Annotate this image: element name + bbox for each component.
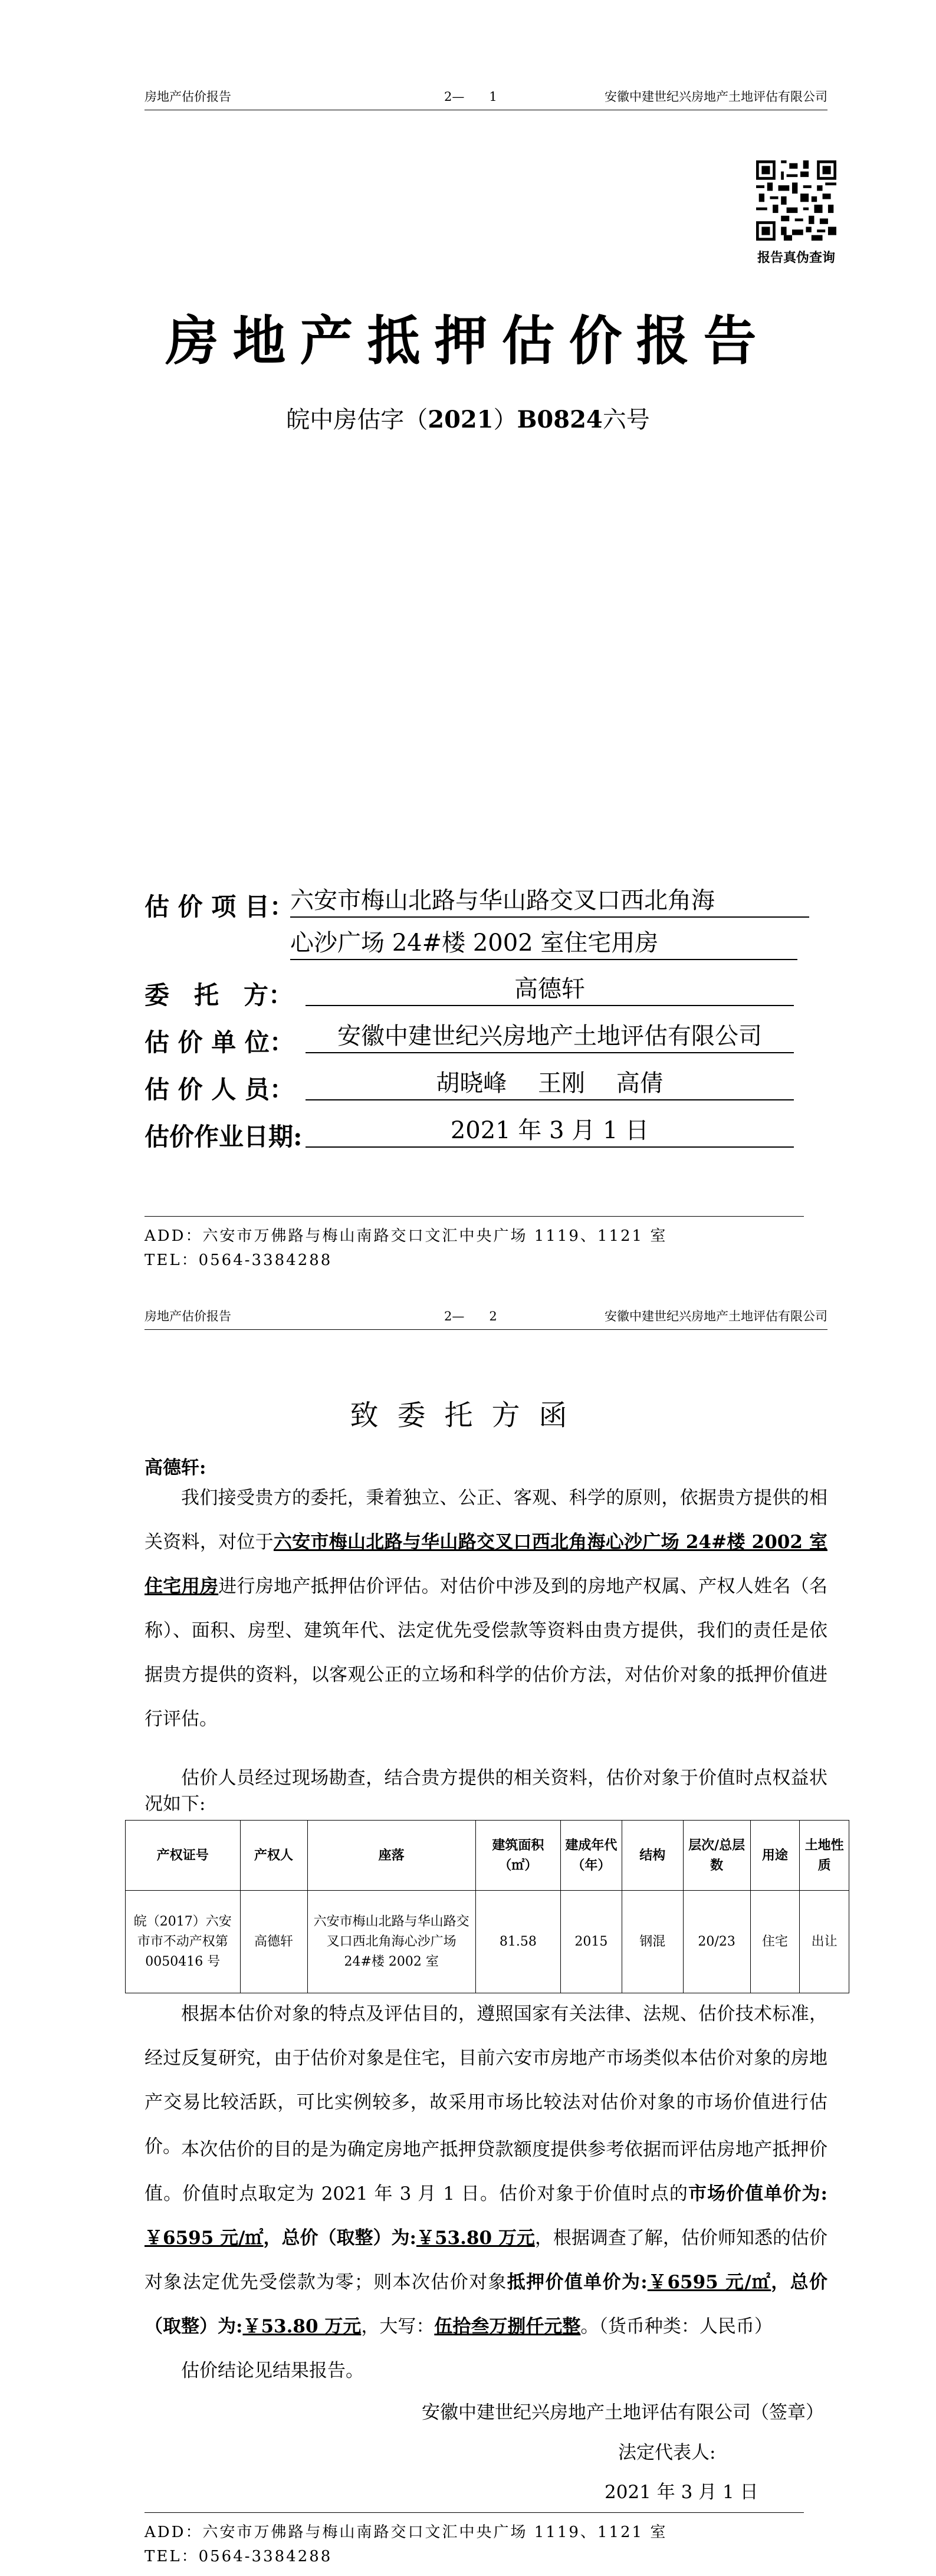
header-company: 安徽中建世纪兴房地产土地评估有限公司 — [605, 1309, 827, 1323]
paragraph-intro — [144, 1476, 827, 1742]
mortgage-total-label: ，总价（取整）为: — [144, 2272, 828, 2337]
conclusion-text-a: 本次估价的目的是为确定房地产抵押贷款额度提供参考依据而评估房地产抵押价值。价值时点取定为 2021 年 3 月 1 日。估价对象于价值时点的 — [144, 2139, 827, 2204]
page-letter — [0, 1284, 936, 2576]
cell-floor: 20/23 — [683, 1891, 750, 1993]
doc-suffix: 六号 — [602, 406, 650, 433]
cell-location: 六安市梅山北路与华山路交叉口西北角海心沙广场 24#楼 2002 室 — [307, 1891, 475, 1993]
qr-caption: 报告真伪查询 — [757, 250, 835, 265]
qr-code-icon[interactable] — [756, 160, 836, 241]
doc-prefix: 皖中房估字（ — [286, 406, 428, 433]
col-floor: 层次/总层数 — [683, 1821, 750, 1891]
cell-year: 2015 — [560, 1891, 622, 1993]
page-header — [144, 88, 827, 110]
market-total-label: ，总价（取整）为: — [263, 2227, 416, 2249]
project-value-line1: 六安市梅山北路与华山路交叉口西北角海 — [290, 886, 809, 918]
col-cert-no: 产权证号 — [126, 1821, 241, 1891]
market-unit-price: ￥6595 元/㎡ — [144, 2227, 264, 2249]
market-total-price: ￥53.80 万元 — [416, 2227, 535, 2249]
market-unit-label: 市场价值单价为: — [688, 2183, 827, 2204]
col-use: 用途 — [750, 1821, 800, 1891]
col-owner: 产权人 — [240, 1821, 307, 1891]
client-value: 高德轩 — [306, 974, 794, 1006]
mortgage-unit-label: 抵押价值单价为: — [507, 2272, 648, 2293]
document-number — [0, 401, 936, 435]
table-header-row — [126, 1821, 849, 1891]
footer-address: ADD：六安市万佛路与梅山南路交口文汇中央广场 1119、1121 室 — [144, 2524, 668, 2541]
paragraph-conclusion — [144, 2128, 827, 2349]
col-location: 座落 — [307, 1821, 475, 1891]
footer-divider — [144, 1216, 804, 1217]
header-company: 安徽中建世纪兴房地产土地评估有限公司 — [605, 90, 827, 104]
cell-land: 出让 — [800, 1891, 849, 1993]
capital-amount: 伍拾叁万捌仟元整 — [434, 2316, 581, 2337]
sign-company: 安徽中建世纪兴房地产土地评估有限公司（签章） — [422, 2402, 824, 2423]
header-page-number: 2— 1 — [444, 90, 497, 104]
cell-area: 81.58 — [475, 1891, 560, 1993]
doc-code: B0824 — [517, 406, 603, 433]
page-cover — [0, 0, 936, 1284]
unit-value: 安徽中建世纪兴房地产土地评估有限公司 — [306, 1021, 794, 1053]
doc-year: 2021 — [428, 406, 494, 433]
date-value: 2021 年 3 月 1 日 — [306, 1116, 794, 1148]
intro-text-c: 进行房地产抵押估价评估。对估价中涉及到的房地产权属、产权人姓名（名称）、面积、房型、建筑年代、法定优先受偿款等资料由贵方提供，我们的责任是依据贵方提供的资料，以客观公正的立场和科学的估价方法，对估价对象的抵押价值进行评估。 — [144, 1576, 828, 1730]
col-structure: 结构 — [622, 1821, 683, 1891]
header-page-number: 2— 2 — [444, 1309, 497, 1323]
property-table — [125, 1820, 849, 1993]
mortgage-unit-price: ￥6595 元/㎡ — [647, 2272, 771, 2293]
mortgage-total-price: ￥53.80 万元 — [242, 2316, 362, 2337]
header-left: 房地产估价报告 — [144, 90, 231, 104]
salutation: 高德轩: — [144, 1457, 206, 1478]
currency-note: 。（货币种类：人民币） — [580, 2316, 773, 2337]
letter-title: 致委托方函 — [350, 1399, 586, 1432]
page-header — [144, 1308, 827, 1330]
col-year: 建成年代（年） — [560, 1821, 622, 1891]
staff-value: 胡晓峰 王刚 高倩 — [306, 1069, 794, 1100]
cell-cert-no: 皖（2017）六安市市不动产权第 0050416 号 — [126, 1891, 241, 1993]
header-left: 房地产估价报告 — [144, 1309, 231, 1323]
paragraph-method: 根据本估价对象的特点及评估目的，遵照国家有关法律、法规、估价技术标准，经过反复研究，由于估价对象是住宅，目前六安市房地产市场类似本估价对象的房地产交易比较活跃，可比实例较多，故采用市场比较法对估价对象的市场价值进行估价。 — [144, 2003, 827, 2157]
cell-structure: 钢混 — [622, 1891, 683, 1993]
unit-label: 估 价 单 位： — [144, 1028, 294, 1057]
client-label: 委 托 方： — [144, 981, 294, 1010]
cell-use: 住宅 — [750, 1891, 800, 1993]
table-row — [126, 1891, 849, 1993]
property-address-emphasis: 六安市梅山北路与华山路交叉口西北角海心沙广场 24#楼 2002 室住宅用房 — [144, 1532, 827, 1597]
col-land: 土地性质 — [800, 1821, 849, 1891]
cell-owner: 高德轩 — [240, 1891, 307, 1993]
project-label: 估 价 项 目： — [144, 892, 294, 921]
sign-legal-rep: 法定代表人: — [618, 2442, 716, 2463]
footer-divider — [144, 2512, 804, 2513]
col-area: 建筑面积（㎡） — [475, 1821, 560, 1891]
footer-tel: TEL：0564-3384288 — [144, 1251, 333, 1269]
paragraph-see-report: 估价结论见结果报告。 — [181, 2360, 364, 2381]
project-value-line2: 心沙广场 24#楼 2002 室住宅用房 — [290, 928, 797, 960]
doc-mid: ） — [493, 406, 517, 433]
capital-label: ，大写： — [361, 2316, 435, 2337]
sign-date: 2021 年 3 月 1 日 — [605, 2482, 758, 2503]
intro-text-a: 我们接受贵方的委托，秉着独立、公正、客观、科学的原则，依据贵方提供的相关资料，对位于 — [144, 1487, 827, 1553]
footer-address: ADD：六安市万佛路与梅山南路交口文汇中央广场 1119、1121 室 — [144, 1227, 668, 1245]
report-title: 房地产抵押估价报告 — [165, 310, 771, 372]
staff-label: 估 价 人 员： — [144, 1075, 294, 1104]
date-label: 估价作业日期: — [144, 1122, 303, 1151]
footer-tel: TEL：0564-3384288 — [144, 2548, 333, 2565]
conclusion-text-f: ，根据调查了解，估价师知悉的估价对象法定优先受偿款为零；则本次估价对象 — [144, 2227, 827, 2293]
paragraph-survey: 估价人员经过现场勘查，结合贵方提供的相关资料，估价对象于价值时点权益状况如下: — [144, 1767, 827, 1815]
